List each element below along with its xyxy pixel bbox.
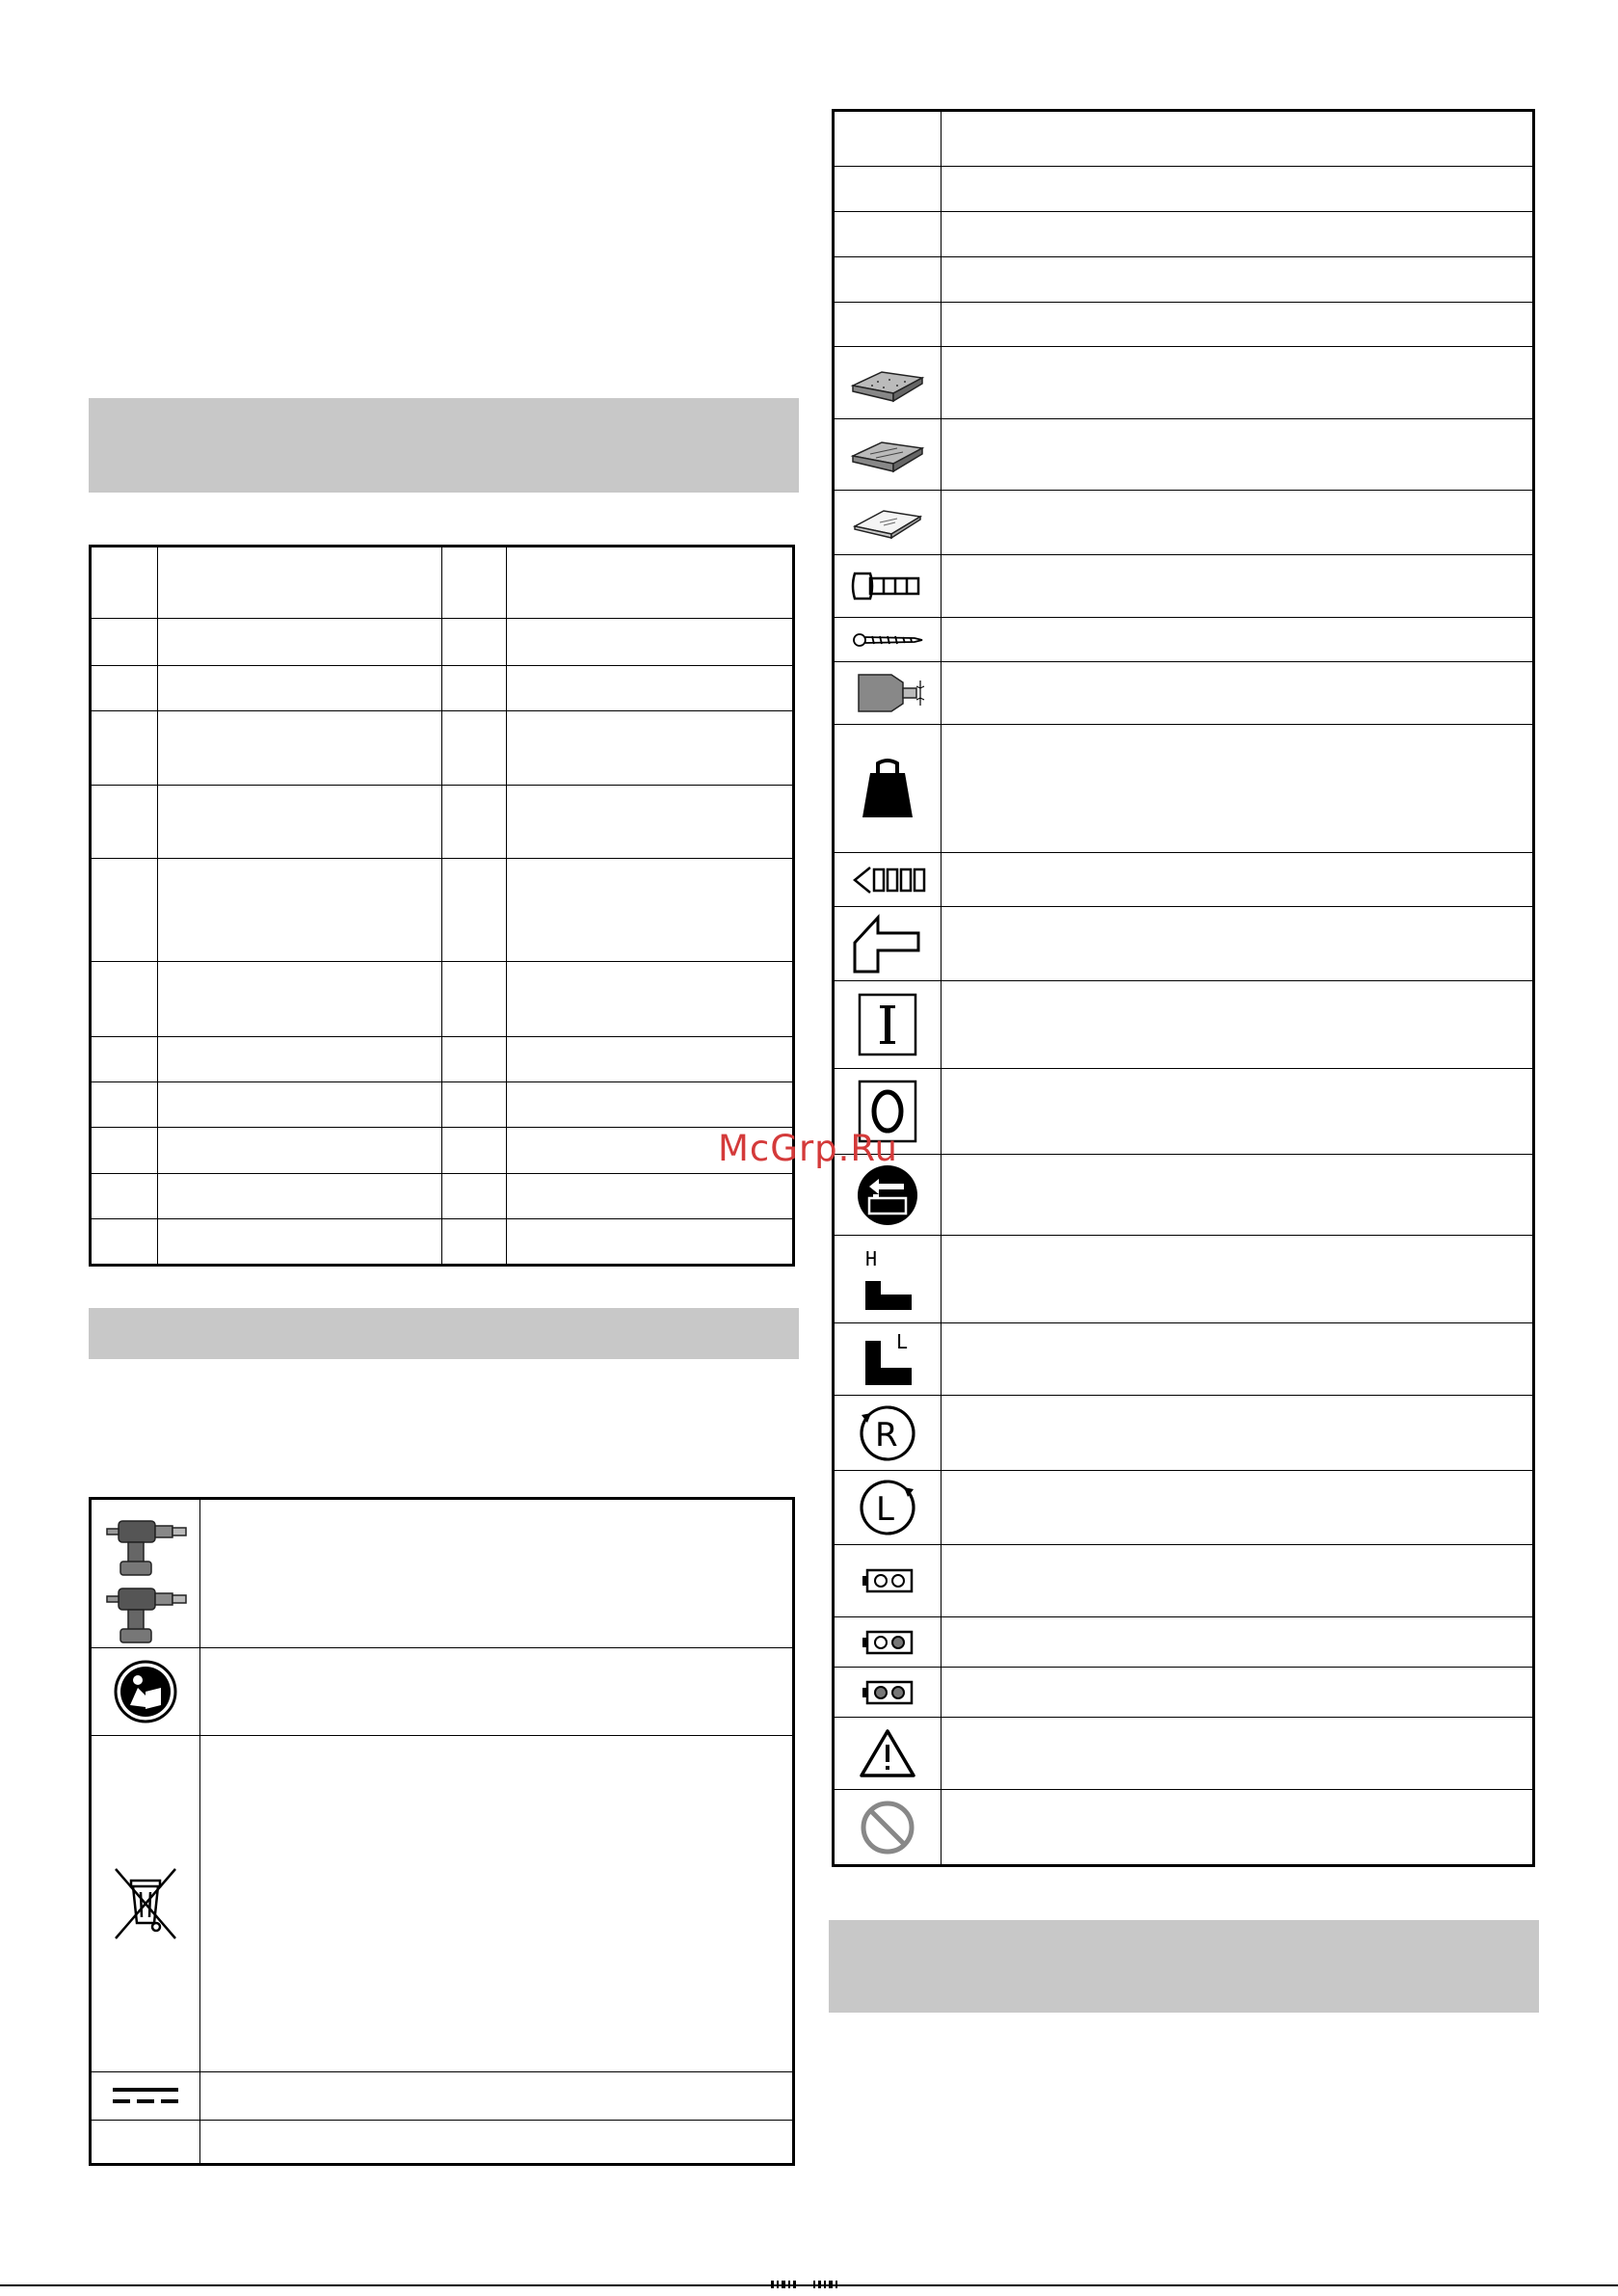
warning-triangle-icon (859, 1727, 916, 1779)
crossed-out-wheelie-bin-icon (112, 1865, 179, 1942)
prohibited-icon (859, 1799, 916, 1856)
table-row (91, 2121, 794, 2165)
battery-level-empty-icon (860, 1566, 915, 1595)
svg-text:R: R (874, 1415, 898, 1455)
table-row (91, 1082, 794, 1128)
forward-rotation-icon (856, 1402, 919, 1465)
table-row (91, 1174, 794, 1219)
drill-driver-icon (101, 1504, 190, 1643)
battery-level-half-icon (860, 1628, 915, 1657)
watermark: McGrp.Ru (718, 1128, 898, 1169)
component-table (89, 545, 795, 1267)
table-row (834, 1790, 1534, 1866)
table-row (834, 1069, 1534, 1155)
table-row (91, 1499, 794, 1648)
footer-barcode-mark (771, 2279, 848, 2290)
table-row (834, 111, 1534, 167)
table-row (834, 257, 1534, 303)
chuck-capacity-icon (849, 669, 926, 717)
svg-text:H: H (864, 1247, 877, 1270)
table-row (91, 547, 794, 619)
clutch-settings-icon (849, 864, 926, 896)
symbols-table-right (832, 109, 1535, 1867)
svg-text:L: L (875, 1490, 894, 1529)
table-row (834, 1396, 1534, 1471)
concrete-block-icon (849, 359, 926, 407)
masonry-block-icon (849, 431, 926, 479)
table-row (834, 1718, 1534, 1790)
hammer-mode-icon (851, 912, 924, 975)
table-row (91, 666, 794, 711)
table-row (91, 1037, 794, 1082)
table-row (834, 1471, 1534, 1545)
low-speed-icon (858, 1329, 917, 1389)
wood-board-icon (849, 501, 926, 544)
table-row (834, 1668, 1534, 1718)
table-row (834, 212, 1534, 257)
table-row (834, 167, 1534, 212)
direct-current-icon (111, 2085, 180, 2108)
reverse-rotation-icon (856, 1476, 919, 1539)
svg-text:L: L (895, 1330, 908, 1353)
weight-icon (861, 758, 915, 819)
table-row (91, 1648, 794, 1736)
table-row (91, 711, 794, 786)
wood-screw-icon (851, 630, 924, 650)
table-row (834, 981, 1534, 1069)
table-row (91, 786, 794, 859)
table-row (834, 1155, 1534, 1236)
table-row (91, 619, 794, 666)
table-row (91, 1736, 794, 2072)
table-row (91, 1219, 794, 1266)
table-row (834, 555, 1534, 618)
table-row (834, 1545, 1534, 1617)
table-row (834, 347, 1534, 419)
table-row (834, 725, 1534, 853)
table-row (834, 419, 1534, 491)
table-row (91, 962, 794, 1037)
table-row (91, 2072, 794, 2121)
section-header-band-1 (89, 398, 799, 493)
table-row (834, 907, 1534, 981)
table-row (834, 1323, 1534, 1396)
table-row (834, 618, 1534, 662)
table-row (834, 1236, 1534, 1323)
section-header-band-2 (89, 1308, 799, 1359)
table-row (91, 859, 794, 962)
section-header-band-3 (829, 1920, 1539, 2013)
battery-level-full-icon (860, 1678, 915, 1707)
battery-release-icon (856, 1163, 919, 1227)
read-manual-icon (113, 1659, 178, 1724)
table-row (834, 853, 1534, 907)
table-row (834, 491, 1534, 555)
table-row (834, 303, 1534, 347)
symbols-table-left (89, 1497, 795, 2166)
bolt-icon (851, 570, 924, 602)
table-row (91, 1128, 794, 1174)
high-speed-icon (858, 1244, 917, 1314)
table-row (834, 662, 1534, 725)
on-icon (857, 992, 918, 1057)
table-row (834, 1617, 1534, 1668)
